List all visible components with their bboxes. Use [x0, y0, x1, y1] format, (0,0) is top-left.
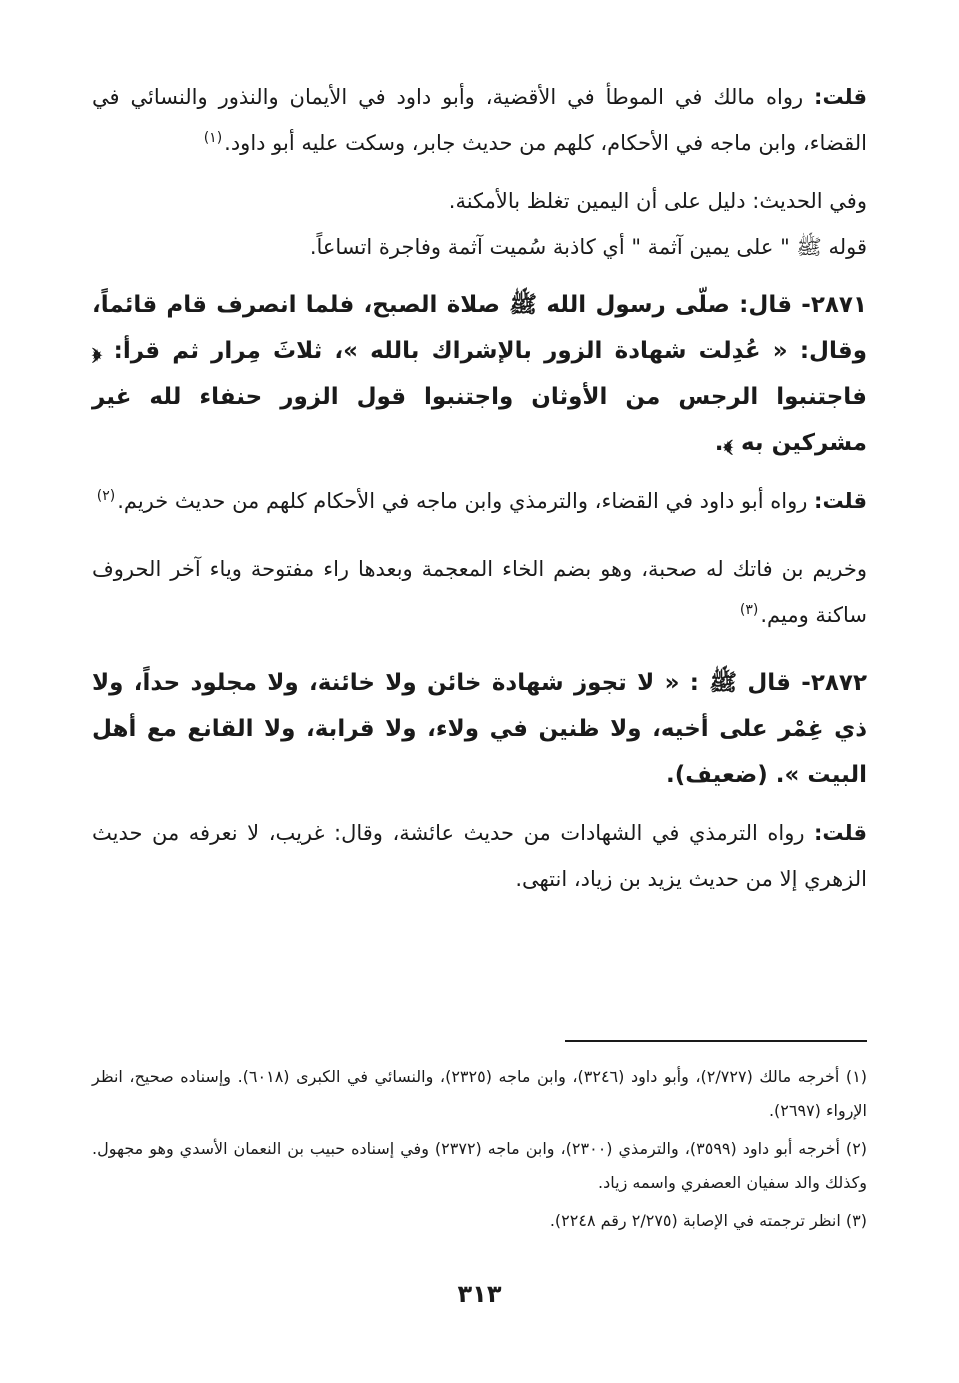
footnote-3: (٣) انظر ترجمته في الإصابة (٢/٢٧٥ رقم ٢٢٤٨). [549, 1211, 867, 1230]
footnote-2: (٢) أخرجه أبو داود (٣٥٩٩)، والترمذي (٢٣٠٠)، وابن ماجه (٢٣٧٢) وفي إسناده حبيب بن النعمان الأسدي وهو مجهول. وكذلك والد سفيان العصفري واسمه زياد. [92, 1139, 868, 1192]
paragraph-text: رواه مالك في الموطأ في الأقضية، وأبو داود في الأيمان والنذور والنسائي في القضاء، وابن ماجه في الأحكام، كلهم من حديث جابر، وسكت عليه أبو داود. [92, 85, 867, 155]
paragraph-commentary-2 [92, 478, 867, 524]
hadith-2872 [92, 660, 867, 798]
footnote-1: (١) أخرجه مالك (٢/٧٢٧)، وأبو داود (٣٢٤٦)، وابن ماجه (٢٣٢٥)، والنسائي في الكبرى (٦٠١٨). وإسناده صحيح، انظر الإرواء (٢٦٩٧). [92, 1067, 868, 1120]
hadith-text: ٢٨٧١- قال: صلّى رسول الله ﷺ صلاة الصبح، فلما انصرف قام قائماً، وقال: « عُدِلت شهادة الزور بالإشراك بالله »، ثلاثَ مِرار ثم قرأ: ﴿ فاجتنبوا الرجس من الأوثان واجتنبوا قول الزور حنفاء لله غير مشركين به ﴾. [92, 292, 867, 456]
footnote-ref-3: (٣) [739, 602, 759, 618]
paragraph-text: قوله ﷺ " على يمين آثمة " أي كاذبة سُميت آثمة وفاجرة اتساعاً. [309, 235, 867, 259]
paragraph-text: رواه أبو داود في القضاء، والترمذي وابن ماجه في الأحكام كلهم من حديث خريم. [117, 489, 808, 513]
hadith-2871 [92, 282, 867, 466]
lead-word: قلت: [814, 821, 867, 845]
hadith-text: ٢٨٧٢- قال ﷺ : « لا تجوز شهادة خائن ولا خائنة، ولا مجلود حداً، ولا ذي غِمْر على أخيه، ولا ظنين في ولاء، ولا قرابة، ولا القانع مع أهل البيت ». (ضعيف). [92, 670, 867, 788]
paragraph-text: وفي الحديث: دليل على أن اليمين تغلظ بالأمكنة. [448, 189, 867, 213]
lead-word: قلت: [814, 489, 867, 513]
paragraph-note-2 [92, 224, 867, 270]
footnote-ref-1: (١) [203, 130, 223, 146]
paragraph-commentary-3 [92, 810, 867, 902]
footnotes [92, 1060, 867, 1242]
page-number: ٣١٣ [457, 1280, 502, 1308]
paragraph-note-1 [92, 178, 867, 224]
paragraph-text: رواه الترمذي في الشهادات من حديث عائشة، وقال: غريب، لا نعرفه من حديث الزهري إلا من حديث يزيد بن زياد، انتهى. [92, 821, 867, 891]
footnote-divider [565, 1040, 867, 1042]
paragraph-commentary-1 [92, 74, 867, 166]
paragraph-text: وخريم بن فاتك له صحبة، وهو بضم الخاء المعجمة وبعدها راء مفتوحة وياء آخر الحروف ساكنة وميم. [92, 557, 867, 627]
paragraph-note-3 [92, 546, 867, 638]
lead-word: قلت: [814, 85, 867, 109]
footnote-ref-2: (٢) [96, 488, 116, 504]
